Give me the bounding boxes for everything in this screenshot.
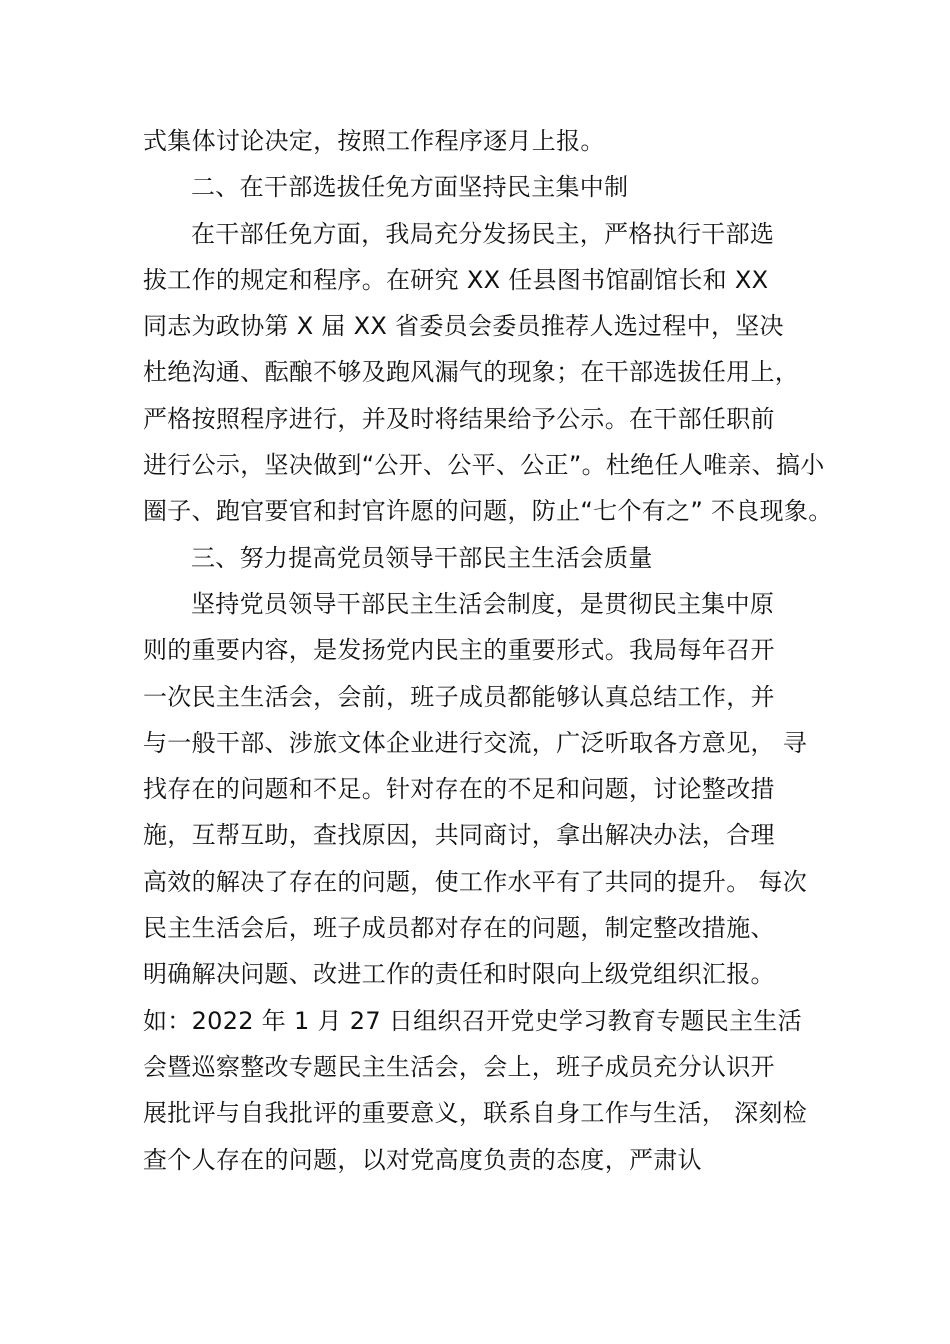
document-body: [143, 118, 833, 1183]
paragraph-first-line: 在干部任免方面，我局充分发扬民主，严格执行干部选: [191, 219, 775, 248]
text-line: 式集体讨论决定，按照工作程序逐月上报。: [143, 127, 605, 155]
paragraph-first-line: 坚持党员领导干部民主生活会制度，是贯彻民主集中原: [191, 589, 775, 618]
text-line: 明确解决问题、改进工作的责任和时限向上级党组织汇报。: [143, 960, 775, 989]
section-heading: 三、努力提高党员领导干部民主生活会质量: [191, 543, 653, 572]
text-line: 施，互帮互助，查找原因，共同商讨，拿出解决办法，合理: [143, 821, 775, 850]
text-line: 进行公示，坚决做到“公开、公平、公正”。杜绝任人唯亲、搞小: [143, 451, 825, 480]
text-line: 会暨巡察整改专题民主生活会，会上，班子成员充分认识开: [143, 1052, 775, 1081]
text-line: 找存在的问题和不足。针对存在的不足和问题，讨论整改措: [143, 775, 775, 804]
text-line: 则的重要内容，是发扬党内民主的重要形式。我局每年召开: [143, 636, 775, 665]
text-line: 一次民主生活会，会前，班子成员都能够认真总结工作，并: [143, 682, 775, 711]
text-line: 民主生活会后，班子成员都对存在的问题，制定整改措施、: [143, 914, 775, 943]
text-line: 展批评与自我批评的重要意义，联系自身工作与生活， 深刻检: [143, 1099, 808, 1128]
text-line: 拔工作的规定和程序。在研究 XX 任县图书馆副馆长和 XX: [143, 265, 769, 294]
text-line: 严格按照程序进行，并及时将结果给予公示。在干部任职前: [143, 404, 775, 433]
text-line: 查个人存在的问题，以对党高度负责的态度，严肃认: [143, 1145, 702, 1174]
text-line: 与一般干部、涉旅文体企业进行交流，广泛听取各方意见， 寻: [143, 728, 808, 757]
text-line: 高效的解决了存在的问题，使工作水平有了共同的提升。 每次: [143, 867, 808, 896]
text-line: 同志为政协第 X 届 XX 省委员会委员推荐人选过程中，坚决: [143, 312, 784, 341]
text-line: 如：2022 年 1 月 27 日组织召开党史学习教育专题民主生活: [143, 1006, 802, 1035]
section-heading: 二、在干部选拔任免方面坚持民主集中制: [191, 173, 629, 202]
text-line: 杜绝沟通、酝酿不够及跑风漏气的现象；在干部选拔任用上，: [143, 358, 800, 387]
text-line: 圈子、跑官要官和封官许愿的问题，防止“七个有之” 不良现象。: [143, 497, 833, 526]
